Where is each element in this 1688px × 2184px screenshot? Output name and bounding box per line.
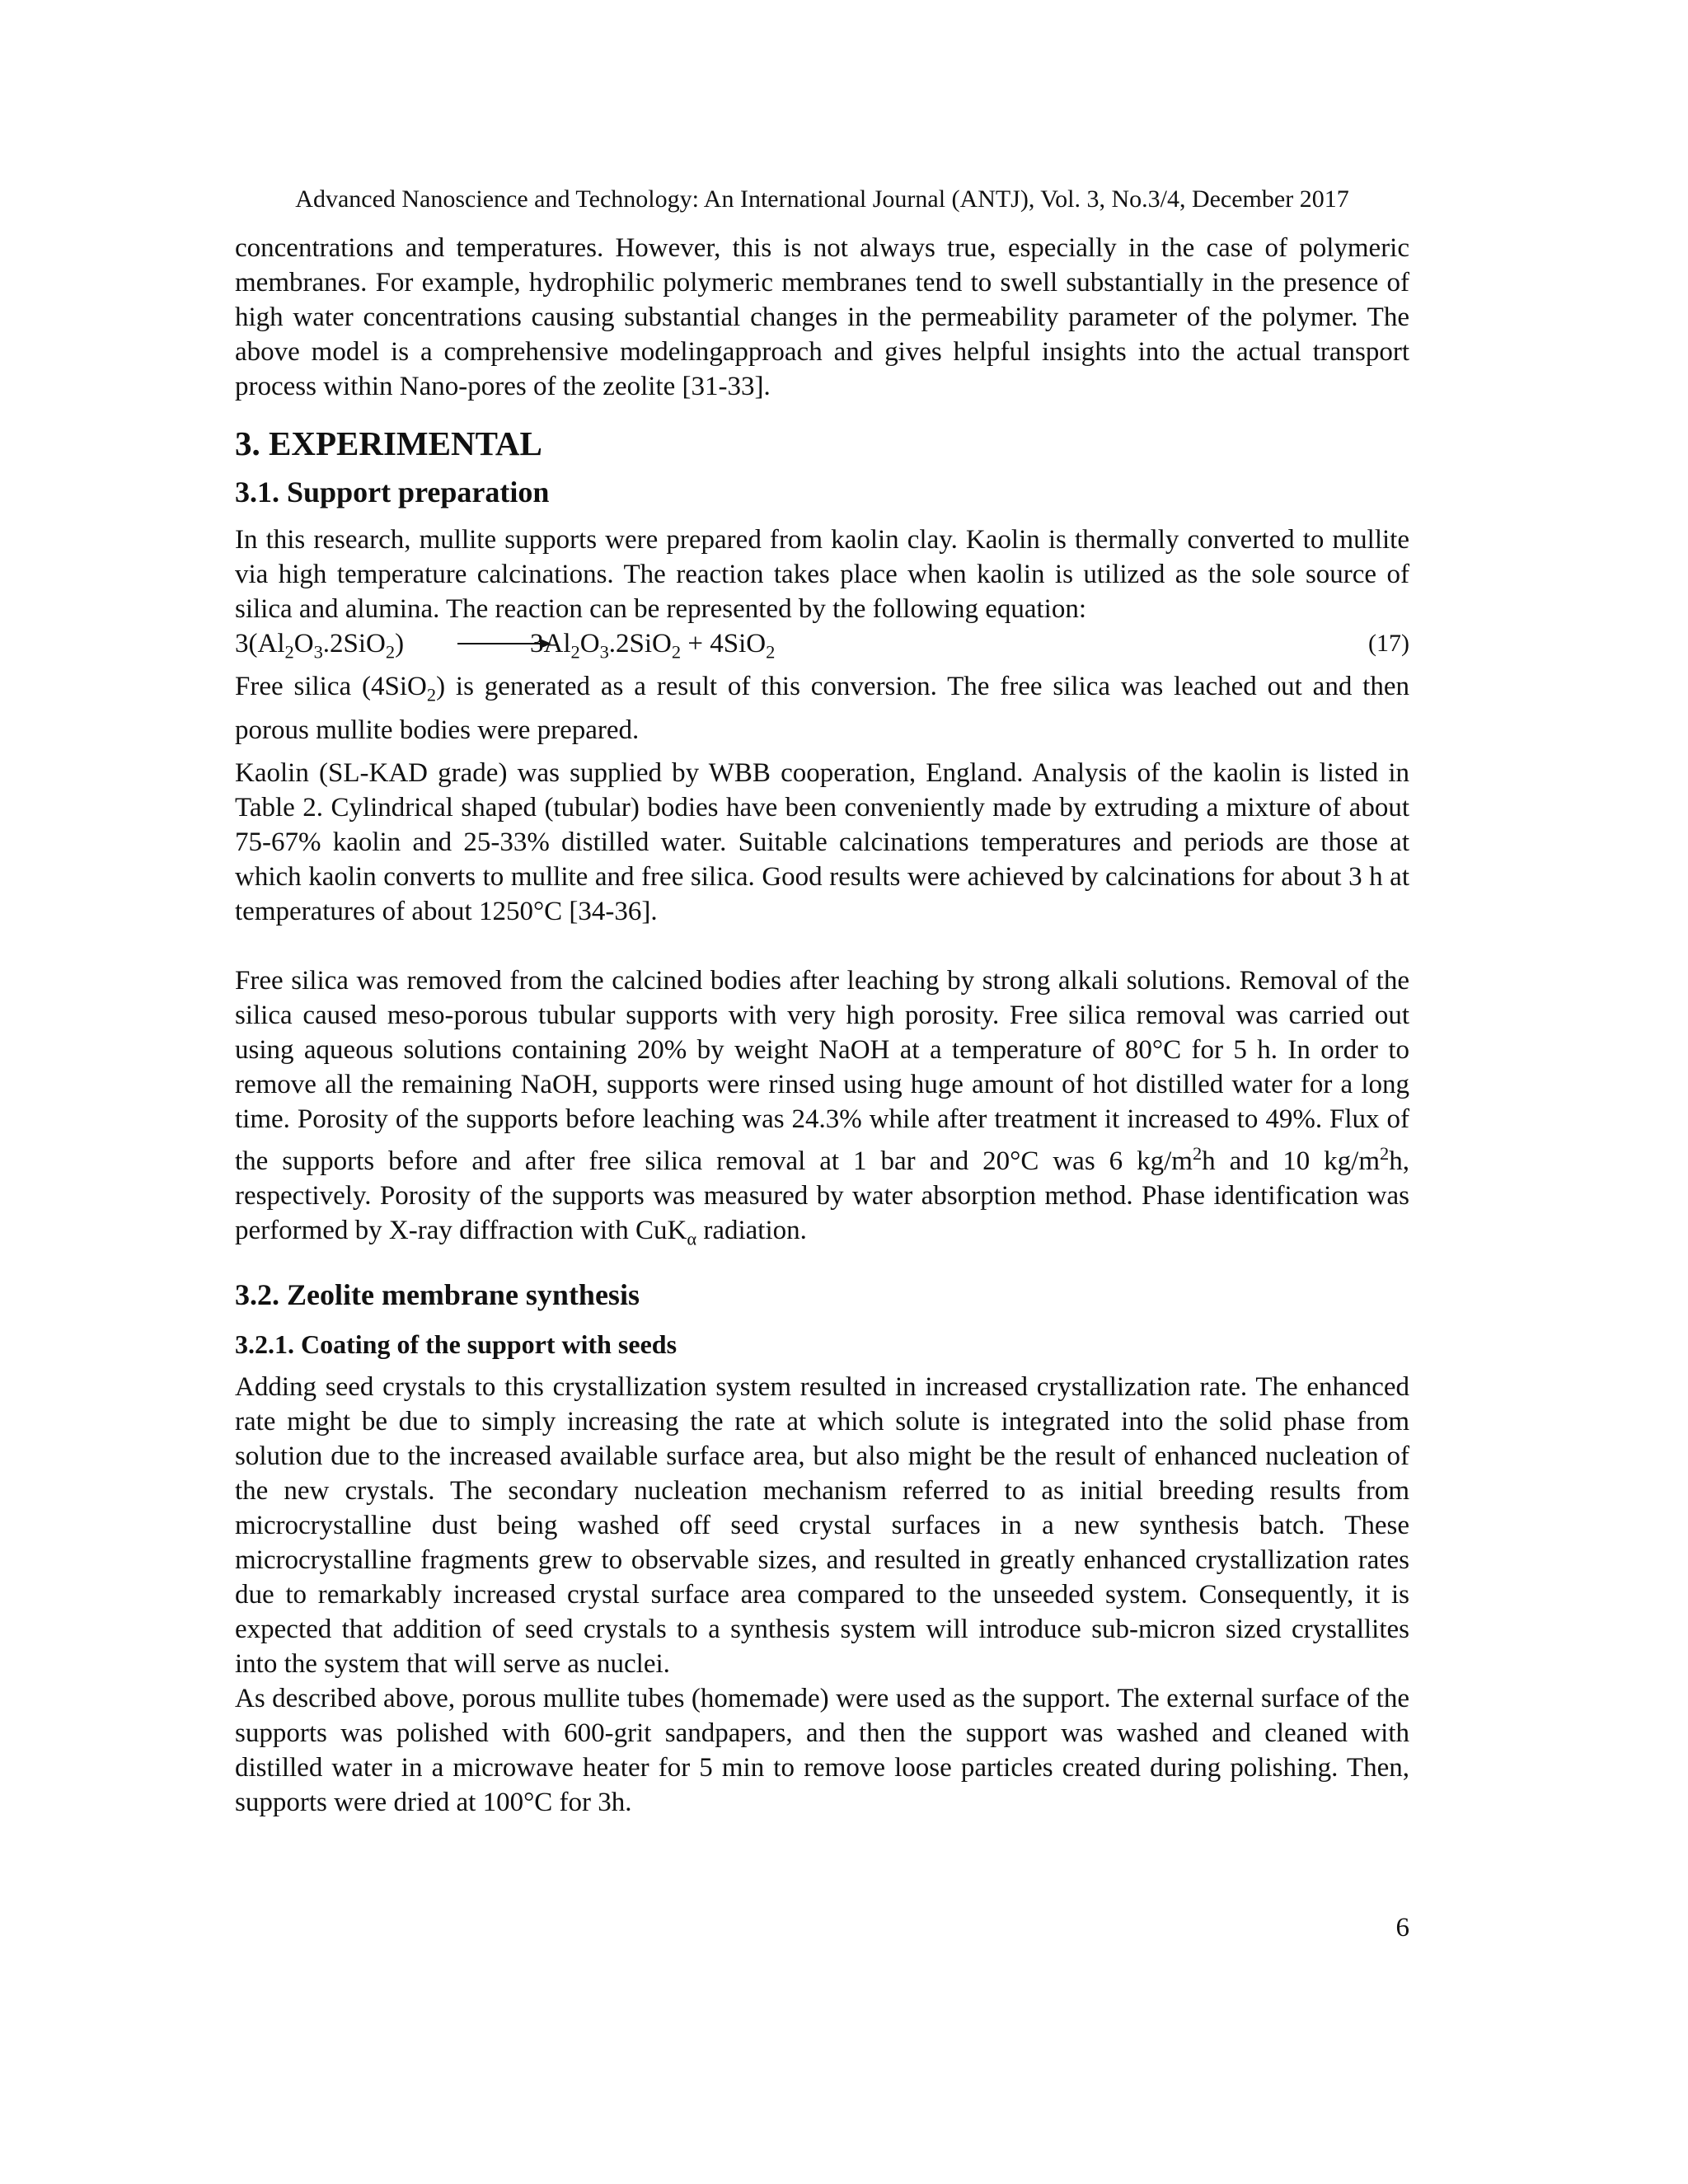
equation-rhs: $3Al_2O_3.2SiO_2 + 4SiO_2$: [530, 629, 776, 663]
paper-page: [235, 0, 1409, 2184]
equation-17: [235, 626, 1409, 661]
page-number: 6: [1395, 1913, 1409, 1943]
section-3-2-heading: 3.2. Zeolite membrane synthesis: [235, 1278, 640, 1312]
support-prep-paragraph-2: Free silica (4SiO$_2$) is generated as a result of this conversion. The free silica was leached out and then porous mullite bodies were prepared.: [235, 672, 1409, 745]
intro-paragraph: concentrations and temperatures. However, this is not always true, especially in the case of polymeric membranes. For example, hydrophilic polymeric membranes tend to swell substantially in the presence of high water concentrations causing substantial changes in the permeability parameter of the polymer. The above model is a comprehensive modelingapproach and gives helpful insights into the actual transport process within Nano-pores of the zeolite [31-33].: [235, 233, 1409, 401]
section-3-heading: [235, 422, 1409, 465]
running-header: Advanced Nanoscience and Technology: An International Journal (ANTJ), Vol. 3, No.3/4, December 2017: [295, 185, 1349, 213]
seeding-paragraph-1: Adding seed crystals to this crystallization system resulted in increased crystallization rate. The enhanced rate might be due to simply increasing the rate at which solute is integrated into the solid phase from solution due to the increased available surface area, but also might be the result of enhanced nucleation of the new crystals. The secondary nucleation mechanism referred to as initial breeding results from microcrystalline dust being washed off seed crystal surfaces in a new synthesis batch. These microcrystalline fragments grew to observable sizes, and resulted in greatly enhanced crystallization rates due to remarkably increased crystal surface area compared to the unseeded system. Consequently, it is expected that addition of seed crystals to a synthesis system will introduce sub-micron sized crystallites into the system that will serve as nuclei.: [235, 1372, 1409, 1680]
section-3-2-1-heading: 3.2.1. Coating of the support with seeds: [235, 1329, 678, 1360]
equation-lhs: $3(Al_2O_3.2SiO_2)$: [235, 629, 405, 663]
section-3-number: 3. E: [235, 424, 292, 462]
support-prep-paragraph-4: Free silica was removed from the calcined bodies after leaching by strong alkali solutions. Removal of the silica caused meso-porous tubular supports with very high porosity. Free silica removal was carried out using aqueous solutions containing 20% by weight NaOH at a temperature of 80°C for 5 h. In order to remove all the remaining NaOH, supports were rinsed using huge amount of hot distilled water for a long time. Porosity of the supports before leaching was 24.3% while after treatment it increased to 49%. Flux of the supports before and after free silica removal at 1 bar and 20°C was 6 $kg/m^2h$ and 10 $kg/m^2h$, respectively. Porosity of the supports was measured by water absorption method. Phase identification was performed by X-ray diffraction with CuK$_\alpha$ radiation.: [235, 965, 1409, 1249]
seeding-paragraph-2: As described above, porous mullite tubes (homemade) were used as the support. The external surface of the supports was polished with 600-grit sandpapers, and then the support was washed and cleaned with distilled water in a microwave heater for 5 min to remove loose particles created during polishing. Then, supports were dried at 100°C for 3h.: [235, 1684, 1409, 1818]
equation-number: (17): [1368, 630, 1409, 657]
support-prep-paragraph-3: Kaolin (SL-KAD grade) was supplied by WBB cooperation, England. Analysis of the kaolin is listed in Table 2. Cylindrical shaped (tubular) bodies have been conveniently made by extruding a mixture of about 75-67% kaolin and 25-33% distilled water. Suitable calcinations temperatures and periods are those at which kaolin converts to mullite and free silica. Good results were achieved by calcinations for about 3 h at temperatures of about 1250°C [34-36].: [235, 757, 1409, 926]
page-content: [235, 231, 1409, 1820]
section-3-1-heading: 3.1. Support preparation: [235, 476, 550, 509]
section-3-title: XPERIMENTAL: [291, 424, 542, 462]
support-prep-paragraph-1: In this research, mullite supports were prepared from kaolin clay. Kaolin is thermally converted to mullite via high temperature calcinations. The reaction takes place when kaolin is utilized as the sole source of silica and alumina. The reaction can be represented by the following equation:: [235, 525, 1409, 624]
